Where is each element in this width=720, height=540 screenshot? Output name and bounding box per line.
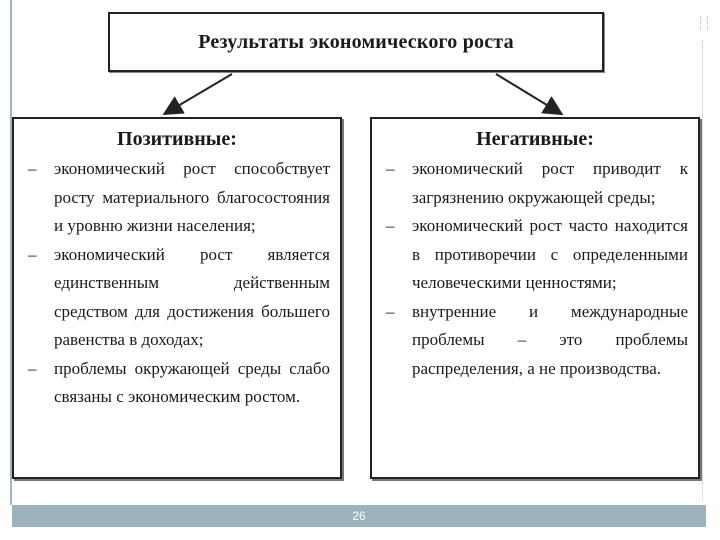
arrow-to-negative — [496, 74, 560, 113]
positive-heading: Позитивные: — [117, 128, 237, 150]
bullet-dash: – — [28, 358, 37, 378]
list-item — [24, 241, 330, 355]
diagram-title: Результаты экономического роста — [198, 30, 514, 53]
list-item-text: экономический рост является единственным действенным средством для достижения большего равенства в доходах; — [54, 244, 330, 349]
negative-heading: Негативные: — [476, 128, 594, 150]
list-item — [24, 355, 330, 412]
bullet-dash: – — [386, 159, 395, 178]
positive-list — [24, 155, 330, 412]
arrow-to-positive — [166, 74, 232, 113]
list-item — [24, 155, 330, 241]
bullet-dash: – — [28, 244, 37, 264]
slide-footer-bar — [12, 505, 706, 527]
list-item-text: экономический рост способствует росту материального благосостояния и уровню жизни населения; — [54, 159, 330, 235]
negative-results-box — [370, 117, 700, 479]
bullet-dash: – — [386, 216, 395, 235]
list-item — [382, 212, 688, 298]
list-item-text: экономический рост часто находится в противоречии с определенными человеческими ценностями; — [412, 216, 688, 292]
list-item-text: внутренние и международные проблемы – это проблемы распределения, а не производства. — [412, 301, 688, 378]
list-item — [382, 298, 688, 384]
list-item-text: экономический рост приводит к загрязнению окружающей среды; — [412, 159, 688, 207]
page-number: 26 — [352, 509, 366, 523]
list-item — [382, 155, 688, 212]
bullet-dash: – — [386, 301, 395, 321]
positive-results-box — [12, 117, 342, 479]
list-item-text: проблемы окружающей среды слабо связаны с экономическим ростом. — [54, 358, 330, 406]
negative-list — [382, 155, 688, 383]
bullet-dash: – — [28, 159, 37, 178]
